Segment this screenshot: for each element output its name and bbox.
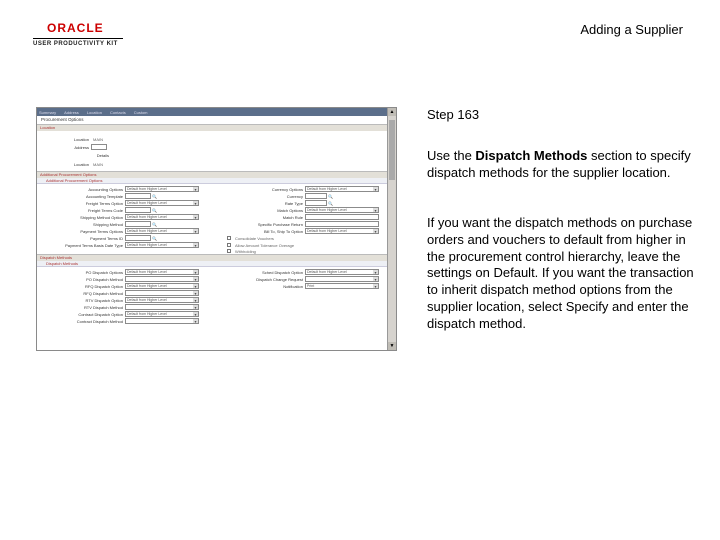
lookup-icon[interactable]: 🔍 bbox=[328, 200, 333, 206]
contract-dispatch-option-select[interactable]: Default from Higher Level ▾ bbox=[125, 311, 199, 317]
po-dispatch-method-select[interactable] bbox=[125, 276, 199, 282]
shipping-method-option-select[interactable]: Default from Higher Level ▾ bbox=[125, 214, 199, 220]
application-screenshot bbox=[36, 107, 397, 351]
rtv-dispatch-option-label: RTV Dispatch Option bbox=[85, 297, 123, 303]
notification-select[interactable]: Print ▾ bbox=[305, 283, 379, 289]
rtv-dispatch-method-select[interactable] bbox=[125, 304, 199, 310]
address-label: Address bbox=[74, 144, 89, 150]
match-rule-label: Match Rule bbox=[282, 214, 303, 220]
rtv-dispatch-method-label: RTV Dispatch Method bbox=[83, 304, 123, 310]
payment-terms-basis-select[interactable]: Default from Higher Level ▾ bbox=[125, 242, 199, 248]
rfq-dispatch-option-label: RFQ Dispatch Option bbox=[84, 283, 123, 289]
address-input[interactable] bbox=[91, 144, 107, 150]
accounting-options-label: Accounting Options bbox=[88, 186, 123, 192]
location-value-2: MAIN bbox=[93, 161, 103, 167]
payment-terms-options-label: Payment Terms Options bbox=[80, 228, 123, 234]
step-detail: If you want the dispatch methods on purchase orders and vouchers to default from higher in the procurement control hierarchy, leave the settings on Default. If you want the transaction to inherit dispatch method options from the supplier location, select Specify and enter the dispatch method. bbox=[427, 215, 694, 331]
location-label: Location bbox=[73, 136, 89, 142]
tab-bar bbox=[37, 108, 396, 116]
contract-dispatch-method-label: Contract Dispatch Method bbox=[76, 318, 123, 324]
sched-dispatch-option-label: Sched Dispatch Option bbox=[262, 269, 303, 275]
location-value: MAIN bbox=[93, 136, 103, 142]
rfq-dispatch-method-select[interactable] bbox=[125, 290, 199, 296]
tab-location[interactable]: Location bbox=[86, 109, 102, 115]
specific-purchase-return-input[interactable] bbox=[305, 221, 379, 227]
match-options-select[interactable]: Default from Higher Level ▾ bbox=[305, 207, 379, 213]
procurement-section-header[interactable]: Additional Procurement Options bbox=[37, 171, 387, 178]
dispatch-change-request-label: Dispatch Change Request bbox=[256, 276, 303, 282]
tab-custom[interactable]: Custom bbox=[133, 109, 148, 115]
oracle-upk-logo bbox=[33, 22, 128, 47]
contract-dispatch-option-label: Contract Dispatch Option bbox=[78, 311, 123, 317]
procurement-fields bbox=[37, 184, 387, 242]
withholding-label: Withholding bbox=[235, 248, 256, 254]
upk-wordmark: USER PRODUCTIVITY KIT bbox=[33, 41, 118, 47]
payment-terms-id-label: Payment Terms ID bbox=[90, 235, 123, 241]
oracle-wordmark: ORACLE bbox=[47, 21, 104, 35]
match-rule-input[interactable] bbox=[305, 214, 379, 220]
notification-label: Notification bbox=[283, 283, 303, 289]
lookup-icon[interactable]: 🔍 bbox=[152, 207, 157, 213]
rate-type-input[interactable] bbox=[305, 200, 327, 206]
currency-input[interactable] bbox=[305, 193, 327, 199]
sched-dispatch-option-select[interactable]: Default from Higher Level ▾ bbox=[305, 269, 379, 275]
dispatch-change-request-select[interactable] bbox=[305, 276, 379, 282]
shipping-method-input[interactable] bbox=[125, 221, 151, 227]
scroll-up-icon[interactable]: ▲ bbox=[389, 109, 395, 115]
procurement-subsection-header: Additional Procurement Options bbox=[37, 178, 387, 184]
step-instruction bbox=[427, 148, 702, 182]
rfq-dispatch-option-select[interactable]: Default from Higher Level ▾ bbox=[125, 283, 199, 289]
location-label-2: Location bbox=[73, 161, 89, 167]
currency-options-select[interactable]: Default from Higher Level ▾ bbox=[305, 186, 379, 192]
freight-terms-option-select[interactable]: Default from Higher Level ▾ bbox=[125, 200, 199, 206]
bill-to-ship-to-option-select[interactable]: Default from Higher Level ▾ bbox=[305, 228, 379, 234]
dispatch-fields bbox=[37, 267, 387, 345]
rtv-dispatch-option-select[interactable]: Default from Higher Level ▾ bbox=[125, 297, 199, 303]
lookup-icon[interactable]: 🔍 bbox=[152, 235, 157, 241]
lookup-icon[interactable]: 🔍 bbox=[152, 221, 157, 227]
instruction-before: Use the bbox=[427, 148, 476, 163]
accounting-options-select[interactable]: Default from Higher Level ▾ bbox=[125, 186, 199, 192]
withholding-checkbox[interactable] bbox=[227, 249, 231, 253]
vertical-scrollbar[interactable] bbox=[387, 108, 396, 350]
rfq-dispatch-method-label: RFQ Dispatch Method bbox=[83, 290, 123, 296]
po-dispatch-options-label: PO Dispatch Options bbox=[85, 269, 123, 275]
shipping-method-label: Shipping Method bbox=[92, 221, 123, 227]
location-section-header[interactable]: Location bbox=[37, 124, 387, 131]
payment-terms-basis-label: Payment Terms Basis Date Type bbox=[65, 242, 123, 248]
accounting-template-label: Accounting Template bbox=[85, 193, 123, 199]
contract-dispatch-method-select[interactable] bbox=[125, 318, 199, 324]
slide-title: Adding a Supplier bbox=[580, 22, 683, 37]
tab-address[interactable]: Address bbox=[64, 109, 79, 115]
accounting-template-input[interactable] bbox=[125, 193, 151, 199]
rate-type-label: Rate Type bbox=[284, 200, 303, 206]
po-dispatch-options-select[interactable]: Default from Higher Level ▾ bbox=[125, 269, 199, 275]
allow-tolerance-label: Allow Amount Tolerance Overage bbox=[235, 242, 295, 248]
match-options-label: Match Options bbox=[277, 207, 303, 213]
logo-divider bbox=[33, 38, 123, 39]
scroll-thumb[interactable] bbox=[389, 120, 395, 180]
po-dispatch-method-label: PO Dispatch Method bbox=[86, 276, 123, 282]
freight-terms-code-label: Freight Terms Code bbox=[87, 207, 123, 213]
tab-contacts[interactable]: Contacts bbox=[109, 109, 126, 115]
payment-terms-id-input[interactable] bbox=[125, 235, 151, 241]
location-fields bbox=[37, 131, 387, 171]
scroll-down-icon[interactable]: ▼ bbox=[389, 343, 395, 349]
currency-options-label: Currency Options bbox=[271, 186, 303, 192]
consolidate-vouchers-checkbox[interactable] bbox=[227, 236, 231, 240]
consolidate-vouchers-label: Consolidate Vouchers bbox=[235, 235, 274, 241]
tab-summary[interactable]: Summary bbox=[39, 109, 57, 115]
instruction-after: section to specify dispatch methods for the supplier location. bbox=[427, 148, 691, 180]
instruction-bold: Dispatch Methods bbox=[475, 148, 588, 163]
payment-terms-options-select[interactable]: Default from Higher Level ▾ bbox=[125, 228, 199, 234]
details-link[interactable]: Details bbox=[96, 152, 109, 158]
freight-terms-option-label: Freight Terms Option bbox=[85, 200, 123, 206]
shipping-method-option-label: Shipping Method Option bbox=[80, 214, 123, 220]
step-number: Step 163 bbox=[427, 107, 480, 122]
dispatch-subsection-header: Dispatch Methods bbox=[37, 261, 387, 267]
freight-terms-code-input[interactable] bbox=[125, 207, 151, 213]
lookup-icon[interactable]: 🔍 bbox=[328, 193, 333, 199]
specific-purchase-return-label: Specific Purchase Return bbox=[257, 221, 303, 227]
allow-tolerance-checkbox[interactable] bbox=[227, 243, 231, 247]
procurement-options-title: Procurement Options bbox=[41, 117, 84, 122]
lookup-icon[interactable]: 🔍 bbox=[152, 193, 157, 199]
dispatch-section-header[interactable]: Dispatch Methods bbox=[37, 254, 387, 261]
currency-label: Currency bbox=[286, 193, 303, 199]
bill-to-ship-to-option-label: Bill To, Ship To Option bbox=[264, 228, 303, 234]
